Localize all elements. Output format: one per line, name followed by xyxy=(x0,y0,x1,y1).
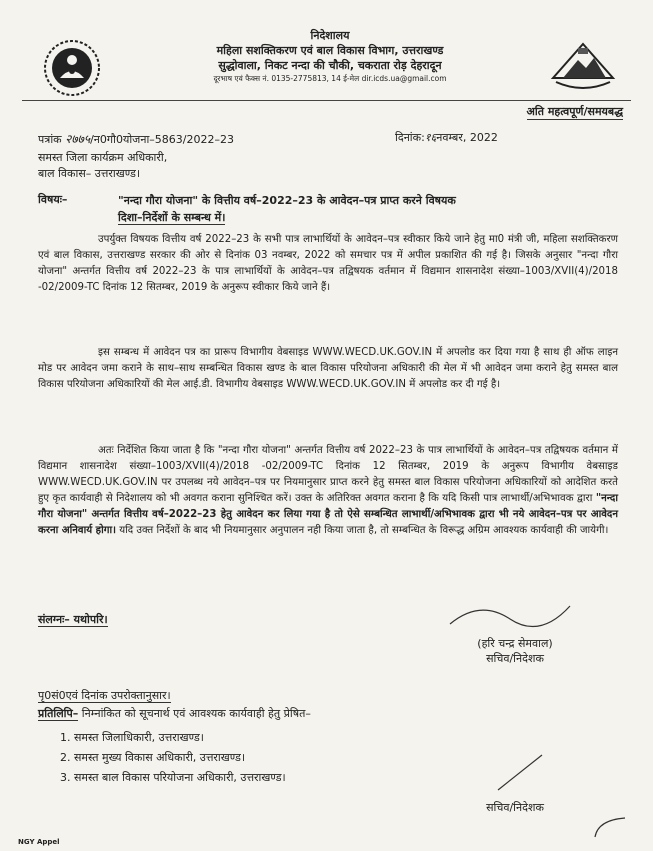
body-paragraph-2: इस सम्बन्ध में आवेदन पत्र का प्रारूप विभागीय वेबसाइड WWW.WECD.UK.GOV.IN में अपलोड कर दिया गया है साथ ही ऑफ लाइन मोड पर आवेदन जमा कराने के साथ–साथ सम्बन्धित विकास खण्ड के बाल विकास परियोजना अधिकारी की मेल में भी आवेदन जमा कराने हेतु समस्त बाल विकास परियोजना अधिकारियों की मेल आई.डी. विभागीय वेबसाइड WWW.WECD.UK.GOV.IN में अपलोड कर दी गई है। xyxy=(38,347,618,390)
letterhead xyxy=(30,8,630,103)
subject-line1: "नन्दा गौरा योजना" के वित्तीय वर्ष–2022–23 के आवेदन–पत्र प्राप्त करने विषयक xyxy=(118,194,456,207)
body-paragraph-1: उपर्युक्त विषयक वित्तीय वर्ष 2022–23 के सभी पात्र लाभार्थियों के आवेदन–पत्र स्वीकार किये जाने हेतु मा0 मंत्री जी, महिला सशक्तिकरण एवं बाल विकास, उत्तराखण्ड सरकार की ओर से दिनांक 03 नवम्बर, 2022 को समचार पत्र में अपील प्रकाशित की गई है। जिसके अनुसार "नन्दा गौरा योजना" अन्तर्गत वित्तीय वर्ष 2022–23 के पात्र लाभार्थियों के आवेदन–पत्र तद्विषयक वर्तमान में विद्यमान शासनादेश संख्या–1003/XVII(4)/2018 -02/2009-TC दिनांक 12 सितम्बर, 2019 के अनुरूप स्वीकार किये जाने हैं। xyxy=(38,234,618,293)
date-rest: नवम्बर, 2022 xyxy=(436,131,498,144)
date-handwritten-day: १६ xyxy=(424,131,437,144)
priority-label: अति महत्वपूर्ण/समयबद्ध xyxy=(526,105,623,118)
subject-label: विषयः– xyxy=(38,193,68,206)
copy-line xyxy=(38,706,311,721)
signature-scribble-icon xyxy=(440,594,580,634)
subject-text xyxy=(118,192,618,226)
attachment-note: संलग्नः– यथोपरि। xyxy=(38,613,108,626)
uttarakhand-emblem-icon xyxy=(548,38,618,98)
address: सुद्धोवाला, निकट नन्दा की चौकी, चकराता रोड़ देहरादून xyxy=(218,59,442,72)
signatory2-block xyxy=(445,800,585,815)
copy-intro: निम्नांकित को सूचनार्थ एवं आवश्यक कार्यवाही हेतु प्रेषित– xyxy=(81,707,311,720)
signatory2-title: सचिव/निदेशक xyxy=(486,801,544,814)
body-p3-part3: यदि उक्त निर्देशों के बाद भी नियमानुसार अनुपालन नही किया जाता है, तो सम्बन्धित के विरूद्ध अग्रिम आवश्यक कार्यवाही की जायेगी। xyxy=(115,525,609,536)
ref-rest: /न0गौ0योजना–5863/2022–23 xyxy=(90,133,234,146)
footer-note: NGY Appel xyxy=(18,838,60,846)
letterhead-text xyxy=(30,28,630,85)
list-item: 2. समस्त मुख्य विकास अधिकारी, उत्तराखण्ड। xyxy=(60,751,246,764)
ref-prefix: पत्रांक xyxy=(38,133,62,146)
signature-stroke-icon xyxy=(490,750,550,795)
subject-line2: दिशा–निर्देशों के सम्बन्ध में। xyxy=(118,211,226,224)
date-label: दिनांक: xyxy=(395,131,425,144)
signatory-title: सचिव/निदेशक xyxy=(486,652,544,665)
copy-reference: पृ0सं0एवं दिनांक उपरोक्तानुसार। xyxy=(38,689,171,702)
body-p3-bold: "नन्दा गौरा योजना" अन्तर्गत वित्तीय वर्ष–2022–23 हेतु आवेदन कर लिया गया है तो ऐसे सम्बन्धित लाभार्थी/अभिभावक द्वारा भी नये आवेदन–पत्र पर आवेदन करना अनिवार्य होगा। xyxy=(38,493,618,536)
addressee-line1: समस्त जिला कार्यक्रम अधिकारी, xyxy=(38,151,168,164)
dept-name: महिला सशक्तिकरण एवं बाल विकास विभाग, उत्तराखण्ड xyxy=(216,44,444,57)
ref-handwritten-no: २७७५ xyxy=(65,132,91,146)
letter-date xyxy=(395,130,498,145)
signatory-name: (हरि चन्द्र सेमवाल) xyxy=(477,637,553,650)
copy-label: प्रतिलिपि– xyxy=(38,707,79,720)
body-p3-part1: अतः निर्देशित किया जाता है कि "नन्दा गौरा योजना" अन्तर्गत वित्तीय वर्ष 2022–23 के पात्र लाभार्थियों के आवेदन–पत्र तद्विषयक वर्तमान में विद्यमान शासनादेश संख्या–1003/XVII(4)/2018 -02/2009-TC दिनांक 12 सितम्बर, 2019 के अनुरूप विभागीय वेबसाइड WWW.WECD.UK.GOV.IN पर उपलब्ध नये आवेदन–पत्र पर नियमानुसार प्राप्त करने हेतु समस्त बाल विकास परियोजना अधिकारियों को आदेशित करते हुए कृत कार्यवाही से निदेशालय को भी अवगत कराना सुनिश्चित करें। उक्त के अतिरिक्त अवगत कराना है कि यदि किसी पात्र लाभार्थी/अभिभावक द्वारा xyxy=(38,445,618,504)
addressee xyxy=(38,150,167,182)
header-divider xyxy=(22,100,631,101)
corner-mark-icon xyxy=(590,812,630,842)
signatory-block xyxy=(445,636,585,666)
list-item: 3. समस्त बाल विकास परियोजना अधिकारी, उत्तराखण्ड। xyxy=(60,771,286,784)
addressee-line2: बाल विकास– उत्तराखण्ड। xyxy=(38,167,141,180)
org-name: निदेशालय xyxy=(310,29,350,42)
reference-number xyxy=(38,130,234,147)
copy-list xyxy=(60,728,286,788)
body-paragraph-3 xyxy=(38,443,618,539)
list-item: 1. समस्त जिलाधिकारी, उत्तराखण्ड। xyxy=(60,731,204,744)
contact: दूरभाष एवं फैक्स नं. 0135-2775813, 14 ई-मेल dir.icds.ua@gmail.com xyxy=(213,74,447,83)
